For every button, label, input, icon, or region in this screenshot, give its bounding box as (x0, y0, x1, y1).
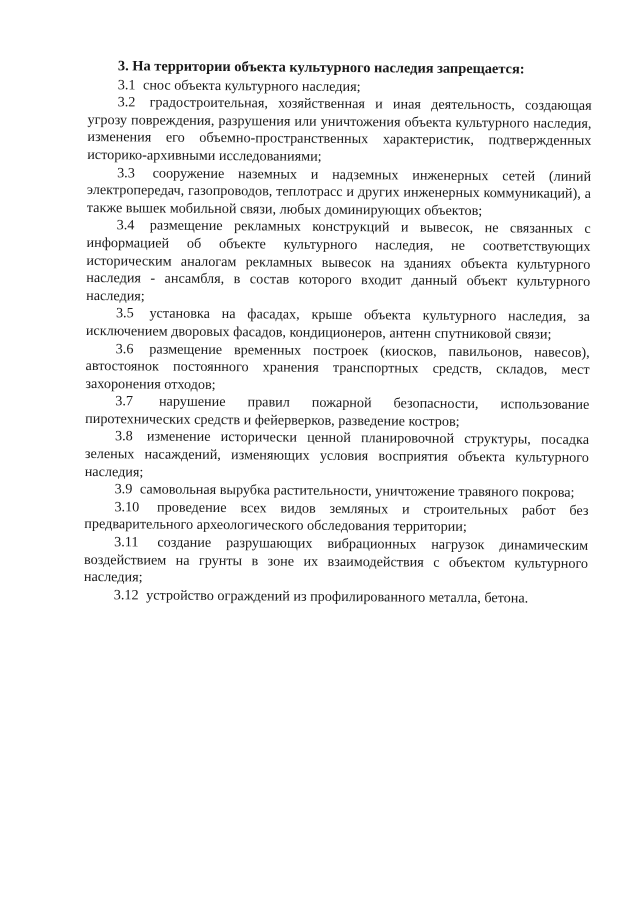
section-heading: 3. На территории объекта культурного наследия запрещается: (117, 58, 525, 78)
item-text: градостроительная, хозяйственная и иная деятельность, создающая угрозу повреждения, разрушения или уничтожения объекта культурного наследия, изменения его объемно-пространственных характеристик, подтвержденных историко-архивными исследованиями; (87, 94, 592, 165)
item-text: изменение исторически ценной планировочной структуры, посадка зеленых насаждений, изменяющих условия восприятия объекта культурного наследия; (84, 428, 590, 481)
item-text: снос объекта культурного наследия; (143, 77, 361, 95)
item-number: 3.10 (114, 499, 140, 516)
item-number: 3.4 (116, 217, 135, 234)
item-number: 3.6 (115, 340, 134, 357)
item-text: размещение временных построек (киосков, павильонов, навесов), автостоянок постоянного хранения транспортных средств, складов, мест захоронения отходов; (85, 340, 590, 393)
list-item (86, 305, 590, 344)
item-number: 3.1 (117, 76, 136, 93)
item-number: 3.3 (117, 164, 135, 181)
item-number: 3.12 (113, 587, 139, 604)
list-item (84, 587, 588, 609)
item-number: 3.8 (114, 428, 133, 445)
document-page (84, 58, 592, 608)
list-item (84, 499, 588, 538)
item-number: 3.5 (115, 305, 134, 322)
item-text: устройство ограждений из профилированного металла, бетона. (146, 587, 529, 607)
item-number: 3.2 (117, 94, 136, 111)
item-text: установка на фасадах, крыше объекта культурного наследия, за исключением дворовых фасадов, кондиционеров, антенн спутниковой связи; (85, 305, 591, 343)
item-text: размещение рекламных конструкций и вывесок, не связанных с информацией об объекте культурного наследия, не соответствующих историческим аналогам рекламных вывесок на зданиях объекта культурного наследия - ансамбля, в состав которого входит данный объект культурного наследия; (86, 217, 591, 305)
item-text: проведение всех видов земляных и строительных работ без предварительного археологического обследования территории; (84, 499, 589, 536)
list-item (85, 393, 589, 432)
list-item (85, 428, 589, 485)
item-number: 3.9 (114, 481, 133, 498)
item-text: самовольная вырубка растительности, уничтожение травяного покрова; (139, 481, 575, 502)
item-text: сооружение наземных и надземных инженерных сетей (линий электропередач, газопроводов, теплотрасс и других инженерных коммуникаций), а также вышек мобильной связи, любых доминирующих объектов; (86, 165, 592, 219)
list-item (84, 534, 588, 591)
item-number: 3.7 (115, 393, 134, 410)
list-item (87, 94, 592, 168)
item-text: создание разрушающих вибрационных нагрузок динамическим воздействием на грунты в зоне их взаимодействия с объектом культурного наследия; (83, 534, 589, 586)
list-item (85, 340, 589, 397)
item-number: 3.11 (114, 534, 139, 551)
item-text: нарушение правил пожарной безопасности, использование пиротехнических средств и фейерверков, разведение костров; (85, 393, 590, 430)
list-item (86, 217, 591, 309)
list-item (87, 165, 591, 222)
